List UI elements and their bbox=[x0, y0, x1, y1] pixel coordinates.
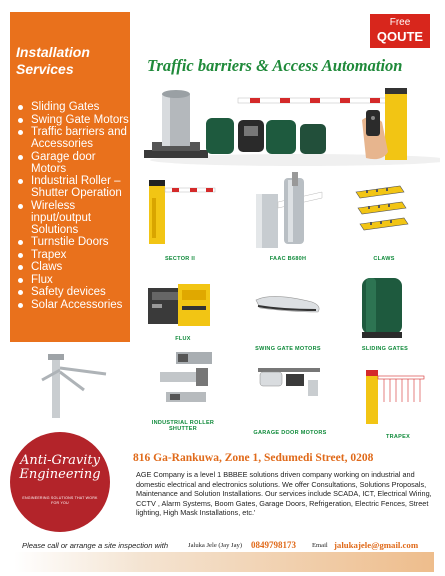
bullet-icon bbox=[18, 240, 23, 245]
services-title bbox=[16, 44, 126, 78]
list-item bbox=[18, 261, 130, 273]
email-label: Email bbox=[312, 542, 328, 549]
company-logo bbox=[10, 432, 110, 532]
quote-line1: Free bbox=[389, 17, 411, 28]
footer-cta: Please call or arrange a site inspection with bbox=[22, 541, 169, 550]
sliding-gate-motor-image bbox=[356, 272, 410, 342]
service-label: Wireless input/output Solutions bbox=[31, 199, 92, 236]
turnstile-image bbox=[34, 350, 110, 420]
caption-swing-gate-motors: SWING GATE MOTORS bbox=[255, 346, 321, 352]
logo-name bbox=[10, 454, 110, 482]
sector-ii-barrier-image bbox=[146, 178, 216, 248]
footer-bar bbox=[14, 552, 434, 572]
free-quote-badge[interactable] bbox=[370, 14, 430, 48]
list-item bbox=[18, 200, 130, 236]
list-item bbox=[18, 151, 130, 175]
bullet-icon bbox=[18, 303, 23, 308]
services-title-line1: Installation bbox=[16, 44, 90, 60]
caption-trapex: TRAPEX bbox=[385, 434, 411, 440]
roller-shutter-motor-image bbox=[156, 350, 220, 414]
service-label: Turnstile Doors bbox=[31, 236, 109, 248]
service-label: Swing Gate Motors bbox=[31, 113, 129, 126]
claws-image bbox=[352, 182, 414, 242]
service-label: Claws bbox=[31, 261, 63, 273]
hero-products-image bbox=[140, 80, 440, 166]
service-label: Garage door Motors bbox=[31, 150, 96, 175]
contact-email[interactable]: jalukajele@gmail.com bbox=[334, 540, 419, 550]
bullet-icon bbox=[18, 253, 23, 258]
contact-phone[interactable]: 0849798173 bbox=[251, 540, 296, 550]
logo-tagline: ENGINEERING SOLUTIONS THAT WORK FOR YOU bbox=[22, 496, 98, 505]
swing-gate-motor-image bbox=[252, 290, 324, 320]
services-list bbox=[18, 101, 130, 311]
flux-device-image bbox=[146, 280, 214, 332]
service-label: Trapex bbox=[31, 248, 67, 261]
trapex-barrier-image bbox=[360, 362, 426, 426]
service-label: Traffic barriers and Accessories bbox=[31, 126, 127, 150]
list-item bbox=[18, 101, 130, 113]
contact-name: Jaluka Jele (Jay Jay) bbox=[188, 542, 243, 549]
quote-line2: QOUTE bbox=[376, 29, 424, 44]
caption-garage-door-motors: GARAGE DOOR MOTORS bbox=[253, 430, 327, 436]
bullet-icon bbox=[18, 130, 23, 135]
garage-door-motor-image bbox=[256, 360, 326, 400]
service-label: Sliding Gates bbox=[31, 101, 100, 113]
caption-sliding-gates: SLIDING GATES bbox=[361, 346, 409, 352]
caption-claws: CLAWS bbox=[373, 256, 395, 262]
bullet-icon bbox=[18, 179, 23, 184]
caption-industrial-roller-shutter: INDUSTRIAL ROLLER SHUTTER bbox=[151, 420, 215, 432]
list-item bbox=[18, 175, 130, 199]
list-item bbox=[18, 249, 130, 261]
logo-line1: Anti-Gravity bbox=[20, 453, 100, 468]
page-title: Traffic barriers & Access Automation bbox=[147, 56, 403, 75]
list-item bbox=[18, 114, 130, 126]
bullet-icon bbox=[18, 155, 23, 160]
list-item bbox=[18, 299, 130, 311]
bullet-icon bbox=[18, 290, 23, 295]
company-description: AGE Company is a level 1 BBBEE solutions driven company working on industrial and domestic electrical and electronics solutions. We offer Consultations, Solutions Proposals, Maintenance and Solution Installations. Our services include SCADA, ICT, Electrical Wiring, CCTV , Alarm Systems, Boom Gates, Garage Doors, Refrigeration, Electric Fences, Street lighting, High Mask Installations, etc.' bbox=[136, 470, 432, 518]
list-item bbox=[18, 236, 130, 248]
list-item bbox=[18, 126, 130, 150]
bullet-icon bbox=[18, 265, 23, 270]
bullet-icon bbox=[18, 105, 23, 110]
list-item bbox=[18, 274, 130, 286]
service-label: Industrial Roller – Shutter Operation bbox=[31, 175, 122, 199]
bullet-icon bbox=[18, 204, 23, 209]
bullet-icon bbox=[18, 278, 23, 283]
logo-line2: Engineering bbox=[19, 467, 101, 482]
bullet-icon bbox=[18, 118, 23, 123]
services-title-line2: Services bbox=[16, 61, 74, 77]
company-address: 816 Ga-Rankuwa, Zone 1, Sedumedi Street, 0208 bbox=[133, 452, 374, 464]
service-label: Safety devices bbox=[31, 286, 106, 298]
service-label: Solar Accessories bbox=[31, 298, 123, 311]
caption-sector-ii: SECTOR II bbox=[164, 256, 196, 262]
list-item bbox=[18, 286, 130, 298]
caption-flux: FLUX bbox=[175, 336, 191, 342]
faac-barrier-image bbox=[248, 172, 323, 252]
caption-faac-b680h: FAAC B680H bbox=[269, 256, 307, 262]
service-label: Flux bbox=[31, 273, 53, 286]
